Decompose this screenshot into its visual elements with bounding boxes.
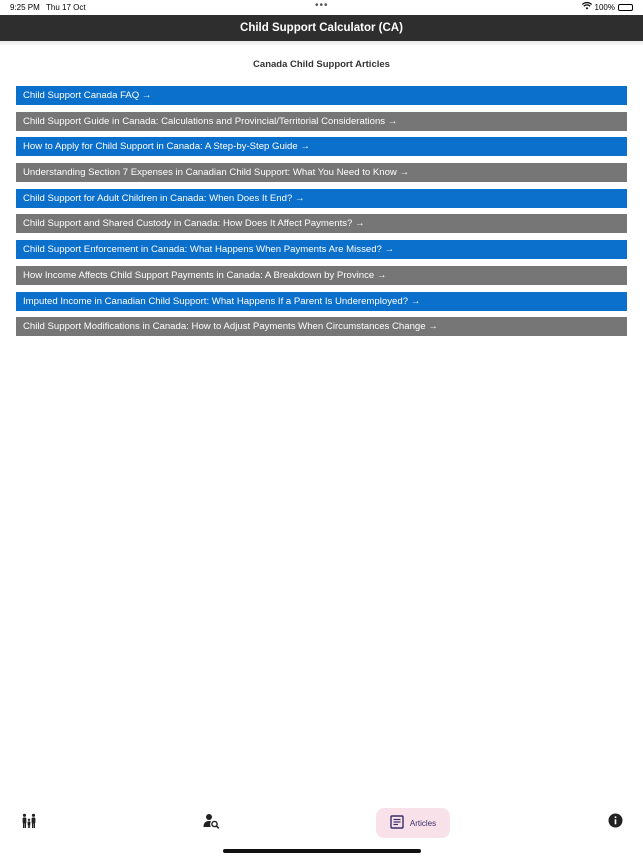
article-link-label: Child Support for Adult Children in Canada: When Does It End? → [23, 192, 305, 204]
status-time: 9:25 PM [10, 3, 40, 12]
home-indicator [223, 849, 421, 853]
article-link-label: Child Support Enforcement in Canada: What Happens When Payments Are Missed? → [23, 244, 395, 256]
article-link[interactable] [16, 189, 627, 208]
tab-articles[interactable] [376, 808, 450, 838]
multitasking-dots[interactable]: ••• [315, 0, 329, 11]
battery-icon [618, 4, 633, 11]
status-right [582, 2, 633, 12]
article-link[interactable] [16, 317, 627, 336]
app-bar-shadow [0, 41, 643, 46]
article-link-label: Child Support Guide in Canada: Calculations and Provincial/Territorial Considerations → [23, 115, 398, 127]
family-icon [21, 813, 37, 834]
info-icon [608, 813, 623, 833]
tab-articles-label: Articles [409, 818, 437, 828]
article-link-label: How Income Affects Child Support Payments in Canada: A Breakdown by Province → [23, 269, 387, 281]
article-link[interactable] [16, 214, 627, 233]
article-link-label: How to Apply for Child Support in Canada: A Step-by-Step Guide → [23, 141, 310, 153]
battery-percent: 100% [594, 2, 615, 12]
article-link[interactable] [16, 163, 627, 182]
section-title: Canada Child Support Articles [253, 59, 390, 70]
article-link[interactable] [16, 86, 627, 105]
bottom-tab-bar [0, 803, 643, 843]
article-icon [390, 815, 404, 831]
article-link[interactable] [16, 266, 627, 285]
tab-person-search[interactable] [200, 808, 222, 838]
article-list [16, 86, 627, 343]
article-link[interactable] [16, 137, 627, 156]
status-date: Thu 17 Oct [46, 3, 86, 12]
tab-info[interactable] [604, 808, 626, 838]
article-link-label: Child Support Canada FAQ → [23, 90, 152, 101]
article-link-label: Imputed Income in Canadian Child Support: What Happens If a Parent Is Underemployed? → [23, 295, 421, 307]
wifi-icon [582, 2, 592, 12]
article-link[interactable] [16, 112, 627, 131]
tab-family[interactable] [18, 808, 40, 838]
app-bar [0, 15, 643, 41]
article-link-label: Understanding Section 7 Expenses in Canadian Child Support: What You Need to Know → [23, 167, 410, 179]
app-title: Child Support Calculator (CA) [240, 22, 403, 34]
article-link-label: Child Support Modifications in Canada: How to Adjust Payments When Circumstances Change → [23, 321, 438, 333]
status-bar [0, 0, 643, 15]
person-search-icon [203, 813, 220, 834]
article-link[interactable] [16, 292, 627, 311]
article-link-label: Child Support and Shared Custody in Canada: How Does It Affect Payments? → [23, 218, 365, 230]
article-link[interactable] [16, 240, 627, 259]
